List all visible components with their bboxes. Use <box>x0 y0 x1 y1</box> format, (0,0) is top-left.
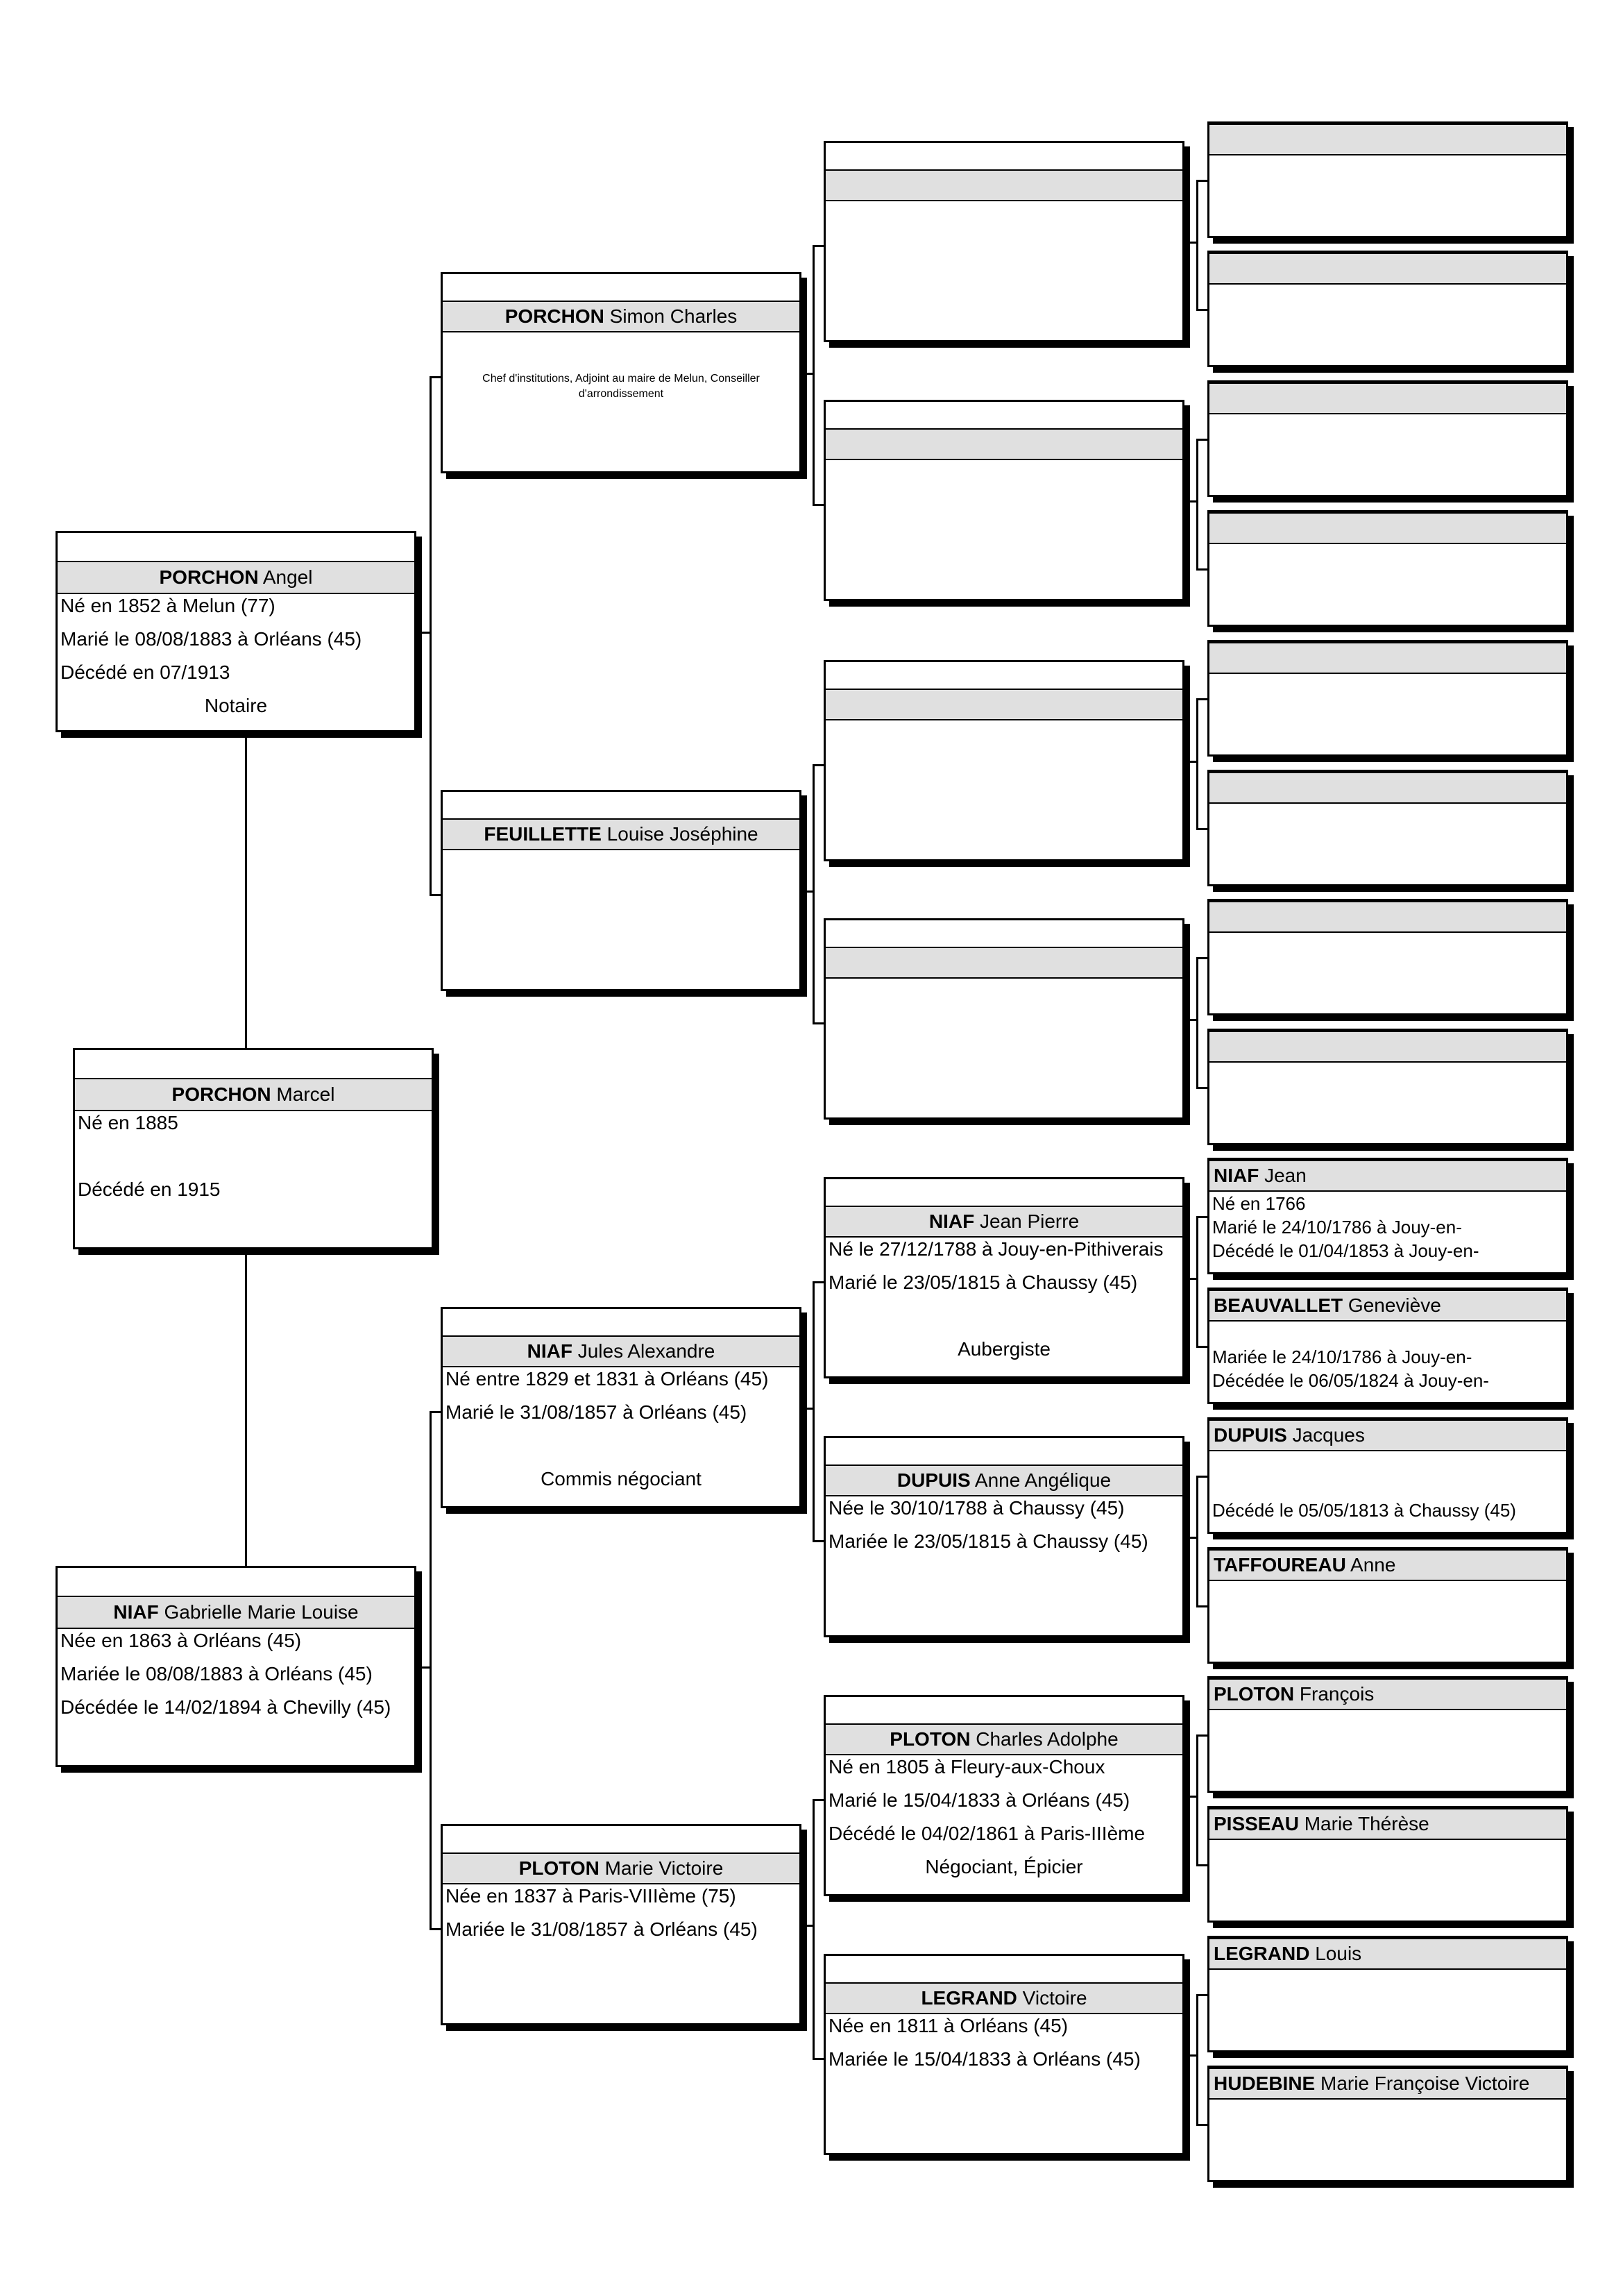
person-card-g3a[interactable] <box>824 141 1184 342</box>
person-details <box>826 1496 1182 1563</box>
connector-line <box>1190 242 1196 244</box>
person-detail-line: Née le 30/10/1788 à Chaussy (45) <box>829 1497 1125 1519</box>
person-given-name: Anne Angélique <box>970 1469 1112 1491</box>
person-detail-line: Mariée le 31/08/1857 à Orléans (45) <box>445 1918 758 1940</box>
connector-line <box>1196 309 1207 311</box>
person-card-g4d[interactable] <box>1207 510 1568 627</box>
connector-line <box>1196 957 1207 959</box>
person-card-root[interactable] <box>73 1048 434 1249</box>
person-surname: NIAF <box>527 1340 572 1362</box>
person-surname: PORCHON <box>171 1083 271 1105</box>
connector-line <box>1196 439 1207 441</box>
person-card-g4o[interactable] <box>1207 1936 1568 2052</box>
person-details <box>443 1884 799 1951</box>
person-given-name: Jean <box>1259 1165 1307 1186</box>
person-card-g3d[interactable] <box>824 918 1184 1120</box>
connector-line <box>1196 1734 1207 1737</box>
person-name <box>826 947 1182 979</box>
connector-line <box>1196 1864 1207 1866</box>
connector-line <box>813 245 815 506</box>
person-surname: TAFFOUREAU <box>1214 1554 1346 1576</box>
person-detail-line: Né en 1766 <box>1212 1193 1306 1214</box>
person-name <box>826 689 1182 720</box>
person-detail-line: Née en 1863 à Orléans (45) <box>60 1630 302 1651</box>
person-card-g3f[interactable] <box>824 1436 1184 1637</box>
person-surname: PORCHON <box>159 566 259 588</box>
person-name <box>443 301 799 332</box>
person-detail-line: Marié le 23/05/1815 à Chaussy (45) <box>829 1272 1138 1293</box>
person-details <box>826 1238 1182 1371</box>
person-surname: PISSEAU <box>1214 1813 1299 1834</box>
person-given-name: Marie Françoise Victoire <box>1315 2073 1530 2094</box>
person-given-name: Geneviève <box>1343 1294 1441 1316</box>
person-detail-line: Marié le 15/04/1833 à Orléans (45) <box>829 1789 1130 1811</box>
connector-line <box>1196 1216 1198 1348</box>
person-card-g3b[interactable] <box>824 400 1184 601</box>
person-details <box>1209 1192 1566 1263</box>
person-detail-line: Décédé en 1915 <box>78 1179 221 1200</box>
person-detail-line <box>75 1145 432 1178</box>
person-name <box>1209 1549 1566 1581</box>
connector-line <box>813 1799 824 1801</box>
person-card-pm[interactable] <box>441 790 801 991</box>
person-name <box>826 1206 1182 1238</box>
person-detail-line: Aubergiste <box>958 1338 1051 1360</box>
person-detail-line: Née en 1811 à Orléans (45) <box>829 2015 1069 2036</box>
person-detail-line: Né entre 1829 et 1831 à Orléans (45) <box>445 1368 769 1390</box>
person-card-g4p[interactable] <box>1207 2066 1568 2182</box>
person-given-name: Jacques <box>1286 1424 1365 1446</box>
person-surname: NIAF <box>113 1601 159 1623</box>
person-name <box>1209 772 1566 804</box>
person-detail-line: Née en 1837 à Paris-VIIIème (75) <box>445 1885 736 1907</box>
person-detail-line: Né le 27/12/1788 à Jouy-en-Pithiverais <box>829 1238 1164 1260</box>
person-name <box>826 428 1182 460</box>
connector-line <box>1190 1278 1196 1280</box>
connector-line <box>245 736 247 1048</box>
person-name <box>443 1852 799 1884</box>
person-card-p1[interactable] <box>56 531 416 732</box>
person-surname: DUPUIS <box>1214 1424 1287 1446</box>
connector-line <box>422 632 430 634</box>
person-card-g4k[interactable] <box>1207 1417 1568 1534</box>
connector-line <box>1196 1216 1207 1218</box>
person-name <box>75 1078 432 1111</box>
person-card-g4m[interactable] <box>1207 1676 1568 1793</box>
person-name <box>826 169 1182 201</box>
person-name <box>58 561 414 594</box>
person-name <box>826 1982 1182 2014</box>
person-surname: LEGRAND <box>921 1987 1017 2009</box>
person-card-g4b[interactable] <box>1207 251 1568 367</box>
connector-line <box>1196 1605 1207 1607</box>
connector-line <box>1196 1994 1198 2126</box>
person-card-g4e[interactable] <box>1207 640 1568 757</box>
person-detail-line: Né en 1885 <box>78 1112 178 1133</box>
connector-line <box>1196 957 1198 1089</box>
person-detail-line <box>443 1434 799 1467</box>
connector-line <box>422 1666 430 1669</box>
connector-line <box>1190 500 1196 503</box>
person-name <box>826 1464 1182 1496</box>
person-name <box>1209 642 1566 674</box>
person-card-g3c[interactable] <box>824 660 1184 861</box>
connector-line <box>807 1408 813 1410</box>
connector-line <box>1190 1019 1196 1021</box>
person-card-g4c[interactable] <box>1207 380 1568 497</box>
person-name <box>1209 512 1566 544</box>
person-surname: LEGRAND <box>1214 1943 1310 1964</box>
person-name <box>1209 1938 1566 1970</box>
person-detail-line: Né en 1805 à Fleury-aux-Choux <box>829 1756 1105 1778</box>
person-surname: NIAF <box>1214 1165 1259 1186</box>
person-detail-line <box>1209 1451 1566 1475</box>
connector-line <box>1190 2054 1196 2057</box>
connector-line <box>430 1928 441 1930</box>
person-card-m1[interactable] <box>56 1566 416 1767</box>
person-card-g3h[interactable] <box>824 1954 1184 2155</box>
connector-line <box>430 1411 441 1413</box>
connector-line <box>1196 1994 1207 1996</box>
person-details <box>826 2014 1182 2081</box>
person-details <box>75 1111 432 1211</box>
connector-line <box>813 1799 815 2060</box>
person-given-name: Angel <box>258 566 313 588</box>
person-detail-line: Décédée le 06/05/1824 à Jouy-en- <box>1212 1370 1489 1391</box>
person-card-g4f[interactable] <box>1207 770 1568 886</box>
person-surname: BEAUVALLET <box>1214 1294 1343 1316</box>
person-detail-line <box>826 1304 1182 1337</box>
person-detail-line: Né en 1852 à Melun (77) <box>60 595 275 616</box>
person-given-name: Louise Joséphine <box>601 823 758 845</box>
person-card-pp[interactable] <box>441 272 801 473</box>
person-detail-line: Mariée le 24/10/1786 à Jouy-en- <box>1212 1347 1472 1367</box>
person-card-g4j[interactable] <box>1207 1288 1568 1404</box>
person-detail-line: Décédé le 01/04/1853 à Jouy-en- <box>1212 1240 1479 1261</box>
connector-line <box>1196 1734 1198 1866</box>
person-name <box>1209 1031 1566 1063</box>
person-card-g4i[interactable] <box>1207 1158 1568 1274</box>
person-given-name: Marie Victoire <box>599 1857 724 1879</box>
person-name <box>1209 1419 1566 1451</box>
person-details <box>1209 1451 1566 1522</box>
person-given-name: Marcel <box>271 1083 335 1105</box>
person-surname: PLOTON <box>1214 1683 1295 1705</box>
connector-line <box>1196 2124 1207 2126</box>
person-detail-line: Décédée le 14/02/1894 à Chevilly (45) <box>60 1696 391 1718</box>
person-given-name: Marie Thérèse <box>1298 1813 1429 1834</box>
connector-line <box>813 1540 824 1542</box>
person-name <box>826 1723 1182 1755</box>
person-surname: DUPUIS <box>897 1469 971 1491</box>
person-given-name: Anne <box>1345 1554 1396 1576</box>
person-card-g3g[interactable] <box>824 1695 1184 1896</box>
person-card-g3e[interactable] <box>824 1177 1184 1378</box>
person-name <box>1209 2068 1566 2100</box>
person-detail-line: Décédé le 05/05/1813 à Chaussy (45) <box>1212 1500 1516 1521</box>
connector-line <box>813 764 824 766</box>
person-card-mp[interactable] <box>441 1307 801 1508</box>
connector-line <box>1196 1476 1207 1478</box>
person-detail-line <box>1209 1475 1566 1499</box>
person-name <box>1209 1290 1566 1322</box>
connector-line <box>1196 1346 1207 1348</box>
person-detail-line: Décédé en 07/1913 <box>60 661 230 683</box>
person-detail-line: Décédé le 04/02/1861 à Paris-IIIème <box>829 1823 1146 1844</box>
person-card-g4l[interactable] <box>1207 1547 1568 1664</box>
connector-line <box>813 1281 824 1283</box>
person-detail-line: Notaire <box>204 695 268 716</box>
connector-line <box>1196 698 1198 830</box>
person-surname: NIAF <box>928 1210 975 1232</box>
connector-line <box>1190 1796 1196 1798</box>
connector-line <box>813 2058 824 2060</box>
person-name <box>443 1335 799 1367</box>
person-given-name: Gabrielle Marie Louise <box>158 1601 359 1623</box>
person-given-name: Jules Alexandre <box>572 1340 715 1362</box>
person-name <box>58 1596 414 1629</box>
connector-line <box>813 1022 824 1024</box>
person-details <box>443 1367 799 1501</box>
person-detail-line: Marié le 24/10/1786 à Jouy-en- <box>1212 1217 1462 1238</box>
connector-line <box>430 376 432 896</box>
person-details <box>58 1629 414 1729</box>
person-name <box>1209 1160 1566 1192</box>
person-given-name: Charles Adolphe <box>970 1728 1119 1750</box>
person-name <box>1209 901 1566 933</box>
connector-line <box>1196 1476 1198 1607</box>
person-card-g4a[interactable] <box>1207 121 1568 238</box>
person-details <box>1209 1322 1566 1392</box>
connector-line <box>1196 1087 1207 1089</box>
person-name <box>1209 1678 1566 1710</box>
person-surname: PLOTON <box>518 1857 600 1879</box>
person-surname: PLOTON <box>890 1728 971 1750</box>
person-name <box>1209 253 1566 285</box>
connector-line <box>430 1411 432 1930</box>
person-card-g4h[interactable] <box>1207 1029 1568 1145</box>
person-card-g4g[interactable] <box>1207 899 1568 1015</box>
connector-line <box>245 1253 247 1566</box>
connector-line <box>813 1281 815 1542</box>
person-given-name: Victoire <box>1017 1987 1087 2009</box>
person-given-name: Louis <box>1309 1943 1362 1964</box>
connector-line <box>1196 698 1207 700</box>
person-surname: HUDEBINE <box>1214 2073 1316 2094</box>
person-detail-line: Marié le 08/08/1883 à Orléans (45) <box>60 628 362 650</box>
connector-line <box>813 245 824 247</box>
connector-line <box>807 890 813 893</box>
person-detail-line: Mariée le 15/04/1833 à Orléans (45) <box>829 2048 1141 2070</box>
connector-line <box>807 373 813 375</box>
person-given-name: Jean Pierre <box>974 1210 1080 1232</box>
person-surname: PORCHON <box>504 305 604 327</box>
person-given-name: François <box>1294 1683 1375 1705</box>
connector-line <box>1196 180 1207 182</box>
person-detail-line: Mariée le 08/08/1883 à Orléans (45) <box>60 1663 373 1685</box>
connector-line <box>1190 1537 1196 1539</box>
person-name <box>1209 124 1566 155</box>
person-detail-line: Marié le 31/08/1857 à Orléans (45) <box>445 1401 747 1423</box>
connector-line <box>430 894 441 896</box>
person-card-mm[interactable] <box>441 1824 801 2025</box>
person-occupation-note: Chef d'institutions, Adjoint au maire de Melun, Conseiller d'arrondissement <box>482 373 760 400</box>
person-name <box>1209 1808 1566 1840</box>
connector-line <box>1196 439 1198 571</box>
person-detail-line: Négociant, Épicier <box>925 1856 1083 1877</box>
person-card-g4n[interactable] <box>1207 1806 1568 1923</box>
person-details <box>58 594 414 727</box>
person-given-name: Simon Charles <box>604 305 738 327</box>
connector-line <box>807 1925 813 1927</box>
connector-line <box>813 764 815 1024</box>
person-detail-line: Mariée le 23/05/1815 à Chaussy (45) <box>829 1530 1148 1552</box>
person-surname: FEUILLETTE <box>484 823 602 845</box>
connector-line <box>1196 180 1198 311</box>
person-details <box>826 1755 1182 1889</box>
connector-line <box>1190 761 1196 763</box>
connector-line <box>813 504 824 506</box>
person-detail-line: Commis négociant <box>541 1468 702 1489</box>
person-name <box>1209 382 1566 414</box>
person-name <box>443 818 799 850</box>
connector-line <box>1196 568 1207 571</box>
person-detail-line <box>1209 1322 1566 1345</box>
connector-line <box>1196 828 1207 830</box>
connector-line <box>430 376 441 378</box>
